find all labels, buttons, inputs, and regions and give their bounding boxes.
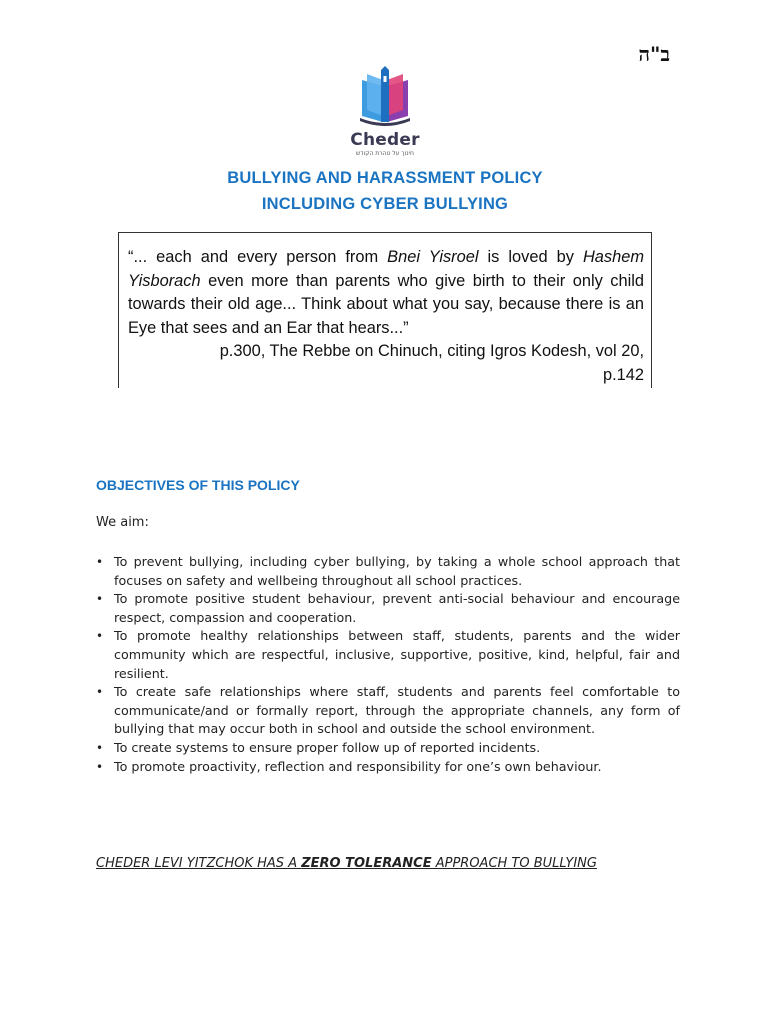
quote-emphasis-bnei-yisroel: Bnei Yisroel [387,248,479,266]
list-item: • To create systems to ensure proper follow up of reported incidents. [96,739,541,755]
quote-citation-line2: p.142 [602,366,644,384]
quote-text: “... each and every person from Bnei Yisroel is loved by Hashem Yisborach even more than parents who give birth to their only child towards their old age... Think about what you say, because there is an Eye that sees and an Ear that hears...” [128,248,644,337]
cheder-logo [345,66,425,162]
objectives-list [96,553,680,776]
policy-title-line1: BULLYING AND HARASSMENT POLICY [227,169,543,187]
list-item: • To create safe relationships where staff, students and parents feel comfortable to communicate/and or formally report, through the appropriate channels, any form of bullying that may occur both in school and outside the school environment. [96,684,680,737]
list-item: • To promote proactivity, reflection and responsibility for one’s own behaviour. [96,758,602,774]
quote-emphasis-hashem: Hashem Yisborach [128,248,644,290]
zero-tolerance-emphasis: ZERO TOLERANCE [301,856,432,871]
quote-citation-line1: p.300, The Rebbe on Chinuch, citing Igros Kodesh, vol 20, [219,342,644,360]
policy-title-line2: INCLUDING CYBER BULLYING [261,195,509,213]
list-item: • To prevent bullying, including cyber bullying, by taking a whole school approach that focuses on safety and wellbeing throughout all school practices. [96,554,680,588]
logo-brand-text: Cheder [350,130,420,150]
book-logo-icon [354,66,416,128]
objectives-heading: OBJECTIVES OF THIS POLICY [96,477,300,493]
zero-tolerance-statement: CHEDER LEVI YITZCHOK HAS A ZERO TOLERANCE APPROACH TO BULLYING [96,856,597,871]
list-item: • To promote positive student behaviour, prevent anti-social behaviour and encourage respect, compassion and cooperation. [96,591,680,625]
logo-tagline: חינוך על טהרת הקודש [356,150,414,157]
objectives-intro: We aim: [96,515,149,530]
hebrew-header-mark: ב"ה [638,42,670,66]
list-item: • To promote healthy relationships between staff, students, parents and the wider community which are respectful, inclusive, supportive, positive, kind, helpful, fair and resilient. [96,628,680,681]
